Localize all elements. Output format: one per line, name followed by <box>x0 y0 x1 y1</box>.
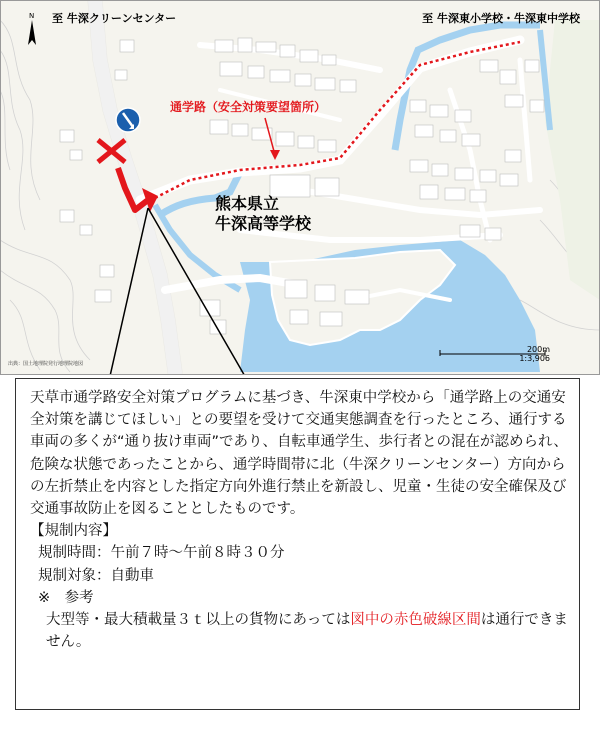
north-destination-label: 至 牛深クリーンセンター <box>52 12 177 25</box>
school-direction-label: 至 牛深東小学校・牛深東中学校 <box>422 12 580 25</box>
reference-red-section: 図中の赤色破線区間 <box>350 612 481 629</box>
scale-distance: 200m <box>526 345 550 354</box>
reference-text <box>30 609 569 653</box>
reference-prefix: 大型等・最大積載量３ｔ以上の貨物にあっては <box>46 612 351 629</box>
high-school-label <box>215 194 311 234</box>
reference-suffix: は通行できません。 <box>46 612 568 651</box>
source-label: 出典：国土地理院発行地理院地図 <box>8 361 84 367</box>
callout-paragraph: 天草市通学路安全対策プログラムに基づき、牛深東中学校から「通学路上の交通安全対策を講じてほしい」との要望を受けて交通実態調査を行ったところ、通行する車両の多くが“通り抜け車両”であり、自転車通学生、歩行者との混在が認められ、危険な状態であったことから、通学時間帯に北（牛深クリーンセンター）方向からの左折禁止を内容とした指定方向外進行禁止を新設し、児童・生徒の安全確保及び交通事故防止を図ることとしたものです。 <box>30 390 568 518</box>
high-school-label-line2: 牛深高等学校 <box>215 214 312 233</box>
svg-text:N: N <box>29 12 35 20</box>
regulation-time: 規制時間：午前７時〜午前８時３０分 <box>38 545 285 562</box>
high-school-label-line1: 熊本県立 <box>215 194 280 213</box>
one-way-sign-icon <box>116 108 140 132</box>
scale-label <box>470 345 550 363</box>
scale-ratio: 1:3,906 <box>519 354 550 363</box>
route-label: 通学路（安全対策要望箇所） <box>170 100 327 114</box>
section-heading: 【規制内容】 <box>30 523 117 540</box>
regulation-target: 規制対象：自動車 <box>38 567 154 584</box>
explanation-callout <box>15 378 580 710</box>
reference-note: ※ 参考 <box>38 589 94 606</box>
